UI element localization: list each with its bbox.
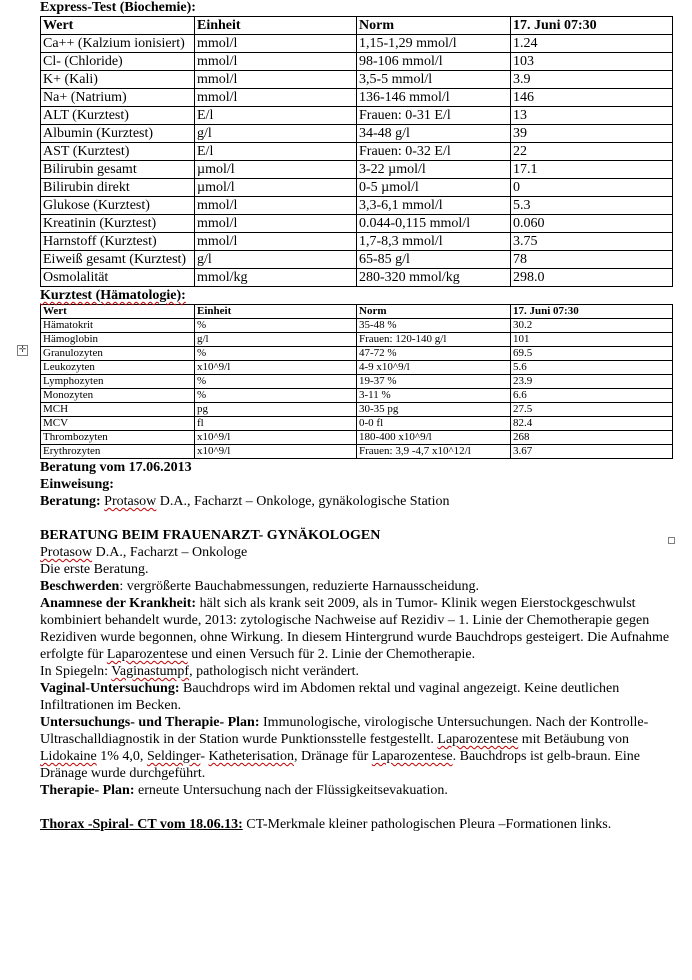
beratung-name: Protasow [104,494,157,509]
cell-wert: Harnstoff (Kurztest) [41,233,195,251]
table-row [41,269,673,287]
cell-norm: 180-400 x10^9/l [357,431,511,445]
cell-value: 13 [511,107,673,125]
header-norm: Norm [357,305,511,319]
cell-wert: Monozyten [41,389,195,403]
beschwerden-line [40,578,672,595]
cell-value: 30.2 [511,319,673,333]
table-row [41,89,673,107]
cell-wert: Albumin (Kurztest) [41,125,195,143]
lapa-word-1: Laparozentese [437,732,519,747]
cell-value: 6.6 [511,389,673,403]
hema-title [40,288,672,304]
table-row [41,179,673,197]
table-row [41,197,673,215]
cell-wert: K+ (Kali) [41,71,195,89]
lapa-text-4: 1% 4,0, [96,749,147,764]
spiegeln-text-2: , pathologisch nicht verändert. [189,664,359,679]
cell-einheit: mmol/l [195,53,357,71]
cell-value: 23.9 [511,375,673,389]
cell-einheit: E/l [195,143,357,161]
cell-value: 0 [511,179,673,197]
cell-value: 69.5 [511,347,673,361]
cell-norm: 4-9 x10^9/l [357,361,511,375]
table-row [41,251,673,269]
lapa-text-6: - [200,749,209,764]
hema-header-row [41,305,673,319]
lapa-text-10: . Bauchdrops ist gelb-braun. Eine Dränage wurde durchgeführt. [40,749,641,781]
header-date: 17. Juni 07:30 [511,17,673,35]
anamnese-text-1: hält sich als krank seit 2009, als in Tumor- Klinik wegen Eierstockgeschwulst kombiniert behandelt wurde, 2013: zytologische Nachweise auf Rezidiv – 1. Linie der Chemotherapie gegen Rezidiven wurde begonnen, ohne Wirkung. In diesem Hintergrund wurde Bauchdrops gesteigert. Die Aufnahme erfolgte für [40,596,670,662]
cell-norm: 0-5 µmol/l [357,179,511,197]
header-einheit: Einheit [195,305,357,319]
cell-norm: 19-37 % [357,375,511,389]
header-wert: Wert [41,305,195,319]
cell-norm: 98-106 mmol/l [357,53,511,71]
cell-wert: MCH [41,403,195,417]
doctor-rest: D.A., Facharzt – Onkologe [92,545,248,560]
table-row [41,233,673,251]
lapa-text-2: mit Betäubung von [518,732,630,747]
cell-norm: 1,7-8,3 mmol/l [357,233,511,251]
header-date: 17. Juni 07:30 [511,305,673,319]
table-row [41,71,673,89]
beschwerden-label: Beschwerden [40,579,120,594]
table-row [41,403,673,417]
cell-einheit: g/l [195,125,357,143]
ct-paragraph [40,816,672,833]
cell-norm: 1,15-1,29 mmol/l [357,35,511,53]
cell-norm: 0-0 fl [357,417,511,431]
cell-einheit: mmol/l [195,35,357,53]
cell-norm: 3,5-5 mmol/l [357,71,511,89]
vaginal-text: Bauchdrops wird im Abdomen rektal und vaginal angezeigt. Keine deutlichen Infiltrationen im Becken. [40,681,620,713]
visit-title: BERATUNG BEIM FRAUENARZT- GYNÄKOLOGEN [40,528,381,543]
cell-wert: Bilirubin gesamt [41,161,195,179]
cell-wert: ALT (Kurztest) [41,107,195,125]
therapie-label: Therapie- Plan: [40,783,135,798]
cell-einheit: % [195,389,357,403]
lapa-word-7: Katheterisation [208,749,295,764]
cell-value: 298.0 [511,269,673,287]
cell-value: 103 [511,53,673,71]
cell-wert: Hämoglobin [41,333,195,347]
cell-wert: Ca++ (Kalzium ionisiert) [41,35,195,53]
cell-norm: 280-320 mmol/kg [357,269,511,287]
spiegeln-line [40,663,672,680]
cell-value: 3.75 [511,233,673,251]
cell-norm: 30-35 pg [357,403,511,417]
cell-norm: 3-11 % [357,389,511,403]
table-row [41,347,673,361]
cell-wert: Osmolalität [41,269,195,287]
cell-wert: Lymphozyten [41,375,195,389]
cell-wert: AST (Kurztest) [41,143,195,161]
cell-value: 22 [511,143,673,161]
table-row [41,319,673,333]
cell-wert: MCV [41,417,195,431]
lapa-word-5: Seldinger [146,749,201,764]
anamnese-label: Anamnese der Krankheit: [40,596,197,611]
cell-einheit: mmol/l [195,197,357,215]
cell-value: 0.060 [511,215,673,233]
cell-norm: Frauen: 120-140 g/l [357,333,511,347]
beschwerden-text: : vergrößerte Bauchabmessungen, reduzierte Harnausscheidung. [119,579,480,594]
cell-value: 17.1 [511,161,673,179]
cell-value: 1.24 [511,35,673,53]
cell-wert: Hämatokrit [41,319,195,333]
cell-wert: Cl- (Chloride) [41,53,195,71]
table-row [41,361,673,375]
cell-wert: Granulozyten [41,347,195,361]
table-row [41,389,673,403]
spiegeln-link: Vaginastumpf [111,664,190,679]
header-wert: Wert [41,17,195,35]
table-row [41,215,673,233]
table-row [41,125,673,143]
table-row [41,375,673,389]
cell-einheit: µmol/l [195,179,357,197]
plan-label: Untersuchungs- und Therapie- Plan: [40,715,260,730]
cell-norm: 3-22 µmol/l [357,161,511,179]
cell-einheit: % [195,375,357,389]
plan-text: Immunologische, virologische Untersuchungen. Nach der Kontrolle- Ultraschalldiagnostik in der Station wurde Punktionsstelle festgestellt. [40,715,649,747]
cell-value: 27.5 [511,403,673,417]
cell-wert: Kreatinin (Kurztest) [41,215,195,233]
ct-label: Thorax -Spiral- CT vom 18.06.13: [40,817,243,832]
cell-norm: Frauen: 3,9 -4,7 x10^12/l [357,445,511,459]
cell-value: 146 [511,89,673,107]
visit-first: Die erste Beratung. [40,562,149,577]
doctor-name: Protasow [40,545,93,560]
cell-einheit: g/l [195,333,357,347]
cell-value: 268 [511,431,673,445]
cell-norm: Frauen: 0-31 E/l [357,107,511,125]
cell-value: 82.4 [511,417,673,431]
consult-title: Beratung vom 17.06.2013 [40,460,192,475]
cell-norm: Frauen: 0-32 E/l [357,143,511,161]
cell-einheit: mmol/l [195,215,357,233]
cell-einheit: mmol/l [195,89,357,107]
cell-wert: Erythrozyten [41,445,195,459]
therapie-text: erneute Untersuchung nach der Flüssigkeitsevakuation. [134,783,448,798]
cell-wert: Na+ (Natrium) [41,89,195,107]
header-norm: Norm [357,17,511,35]
anamnese-text-2: und einen Versuch für 2. Linie der Chemotherapie. [187,647,476,662]
cell-norm: 35-48 % [357,319,511,333]
document-page [40,0,672,833]
therapie-line [40,782,672,799]
cell-norm: 3,3-6,1 mmol/l [357,197,511,215]
vaginal-label: Vaginal-Untersuchung: [40,681,180,696]
cell-einheit: x10^9/l [195,361,357,375]
cell-value: 5.3 [511,197,673,215]
cell-value: 3.67 [511,445,673,459]
biochem-table [40,16,673,287]
table-row [41,53,673,71]
beratung-rest: D.A., Facharzt – Onkologe, gynäkologische Station [156,494,450,509]
cell-wert: Thrombozyten [41,431,195,445]
cell-value: 78 [511,251,673,269]
table-move-handle-icon[interactable]: ✛ [18,345,27,355]
header-einheit: Einheit [195,17,357,35]
cell-einheit: mmol/l [195,71,357,89]
cell-norm: 0.044-0,115 mmol/l [357,215,511,233]
cell-einheit: % [195,319,357,333]
table-row [41,107,673,125]
cell-einheit: mmol/l [195,233,357,251]
cell-einheit: x10^9/l [195,431,357,445]
lapa-text-8: , Dränage für [294,749,372,764]
beratung-line [40,493,672,510]
cell-norm: 65-85 g/l [357,251,511,269]
cell-norm: 136-146 mmol/l [357,89,511,107]
cell-wert: Glukose (Kurztest) [41,197,195,215]
hema-table [40,304,673,459]
cell-norm: 34-48 g/l [357,125,511,143]
hema-title-text: Kurztest (Hämatologie): [40,288,186,303]
cell-value: 3.9 [511,71,673,89]
spiegeln-text-1: In Spiegeln: [40,664,112,679]
anamnese-link: Laparozentese [106,647,188,662]
einweisung-label: Einweisung: [40,477,114,492]
cell-value: 101 [511,333,673,347]
cell-norm: 47-72 % [357,347,511,361]
ct-text: CT-Merkmale kleiner pathologischen Pleura –Formationen links. [242,817,612,832]
beratung-label: Beratung: [40,494,101,509]
cell-einheit: g/l [195,251,357,269]
cell-einheit: µmol/l [195,161,357,179]
cell-einheit: % [195,347,357,361]
table-row [41,431,673,445]
cell-wert: Leukozyten [41,361,195,375]
biochem-header-row [41,17,673,35]
cell-wert: Bilirubin direkt [41,179,195,197]
cell-einheit: x10^9/l [195,445,357,459]
cell-wert: Eiweiß gesamt (Kurztest) [41,251,195,269]
table-row [41,143,673,161]
lapa-word-3: Lidokaine [40,749,97,764]
cell-value: 5.6 [511,361,673,375]
biochem-title: Express-Test (Biochemie): [40,0,196,15]
cell-einheit: E/l [195,107,357,125]
lapa-word-9: Laparozentese [371,749,453,764]
visit-doctor [40,544,672,561]
cell-einheit: pg [195,403,357,417]
vaginal-paragraph [40,680,672,714]
table-row [41,445,673,459]
cell-einheit: mmol/kg [195,269,357,287]
table-row [41,161,673,179]
cell-value: 39 [511,125,673,143]
plan-paragraph [40,714,672,782]
cell-einheit: fl [195,417,357,431]
table-row [41,417,673,431]
anamnese-paragraph [40,595,672,663]
table-row [41,333,673,347]
table-row [41,35,673,53]
